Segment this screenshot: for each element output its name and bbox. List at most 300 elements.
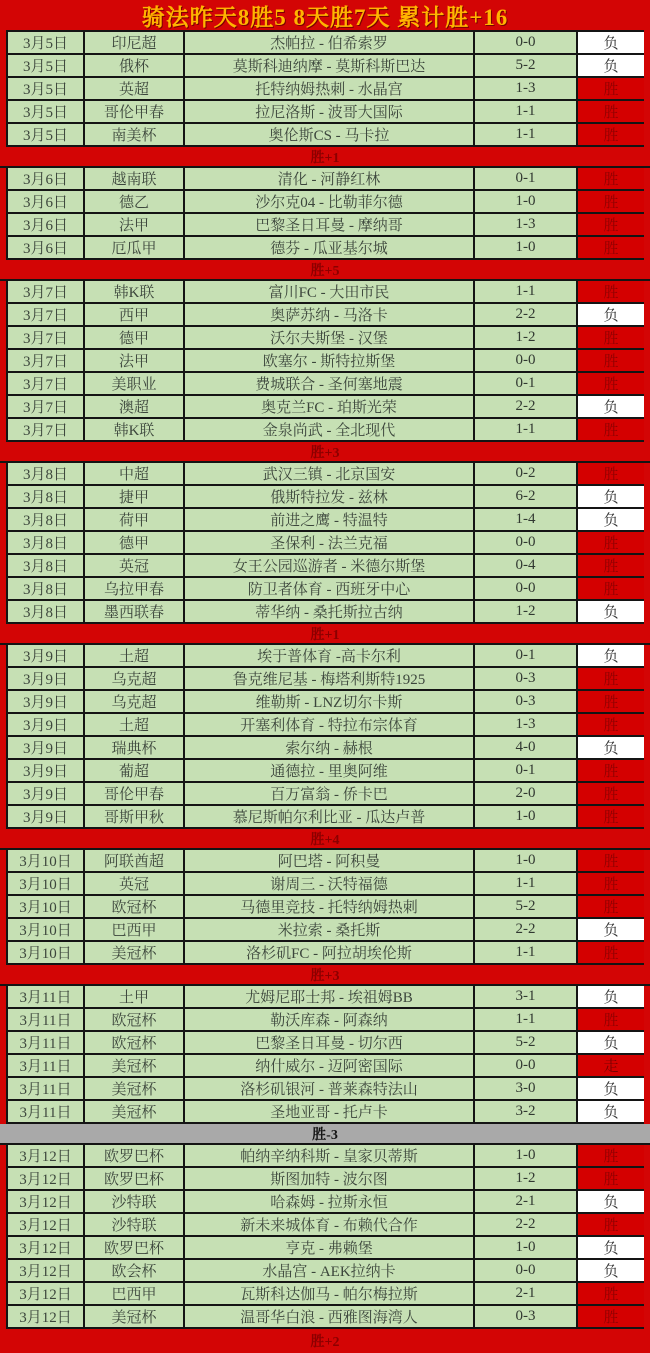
table-row	[6, 463, 644, 486]
score-cell: 0-0	[475, 1260, 578, 1281]
date-cell: 3月9日	[6, 668, 85, 689]
score-cell: 0-3	[475, 691, 578, 712]
match-cell: 托特纳姆热刺 - 水晶宫	[185, 78, 475, 99]
table-row	[6, 304, 644, 327]
league-cell: 哥斯甲秋	[85, 806, 185, 827]
score-cell: 0-0	[475, 32, 578, 53]
table-row	[6, 327, 644, 350]
score-cell: 1-0	[475, 806, 578, 827]
date-cell: 3月11日	[6, 1101, 85, 1122]
result-cell: 负	[578, 1078, 644, 1099]
match-cell: 武汉三镇 - 北京国安	[185, 463, 475, 484]
league-cell: 澳超	[85, 396, 185, 417]
table-row	[6, 1260, 644, 1283]
table-row	[6, 191, 644, 214]
league-cell: 阿联酋超	[85, 850, 185, 871]
result-cell: 胜	[578, 214, 644, 235]
date-cell: 3月9日	[6, 783, 85, 804]
result-cell: 负	[578, 396, 644, 417]
score-cell: 0-0	[475, 532, 578, 553]
match-cell: 慕尼斯帕尔利比亚 - 瓜达卢普	[185, 806, 475, 827]
date-cell: 3月8日	[6, 555, 85, 576]
separator-row: 胜+1	[0, 624, 650, 645]
score-cell: 3-2	[475, 1101, 578, 1122]
result-cell: 胜	[578, 1145, 644, 1166]
result-cell: 胜	[578, 124, 644, 145]
date-cell: 3月9日	[6, 691, 85, 712]
match-cell: 洛杉矶FC - 阿拉胡埃伦斯	[185, 942, 475, 963]
result-cell: 胜	[578, 1306, 644, 1327]
result-cell: 负	[578, 1237, 644, 1258]
table-row	[6, 806, 644, 829]
result-cell: 负	[578, 32, 644, 53]
score-cell: 1-1	[475, 942, 578, 963]
match-cell: 费城联合 - 圣何塞地震	[185, 373, 475, 394]
score-cell: 0-2	[475, 463, 578, 484]
match-cell: 圣地亚哥 - 托卢卡	[185, 1101, 475, 1122]
result-cell: 胜	[578, 873, 644, 894]
match-cell: 富川FC - 大田市民	[185, 281, 475, 302]
league-cell: 德乙	[85, 191, 185, 212]
result-cell: 胜	[578, 578, 644, 599]
match-cell: 新未来城体育 - 布赖代合作	[185, 1214, 475, 1235]
result-cell: 负	[578, 509, 644, 530]
match-cell: 埃于普体育 -高卡尔利	[185, 645, 475, 666]
match-cell: 哈森姆 - 拉斯永恒	[185, 1191, 475, 1212]
result-cell: 负	[578, 304, 644, 325]
score-cell: 3-1	[475, 986, 578, 1007]
match-cell: 沙尔克04 - 比勒菲尔德	[185, 191, 475, 212]
match-cell: 女王公园巡游者 - 米德尔斯堡	[185, 555, 475, 576]
separator-row: 胜+5	[0, 260, 650, 281]
league-cell: 欧罗巴杯	[85, 1145, 185, 1166]
score-cell: 0-1	[475, 760, 578, 781]
match-cell: 拉尼洛斯 - 波哥大国际	[185, 101, 475, 122]
date-cell: 3月6日	[6, 191, 85, 212]
score-cell: 0-0	[475, 1055, 578, 1076]
match-cell: 奥伦斯CS - 马卡拉	[185, 124, 475, 145]
date-cell: 3月11日	[6, 1078, 85, 1099]
result-cell: 胜	[578, 1009, 644, 1030]
league-cell: 欧会杯	[85, 1260, 185, 1281]
league-cell: 墨西联春	[85, 601, 185, 622]
league-cell: 沙特联	[85, 1191, 185, 1212]
league-cell: 德甲	[85, 532, 185, 553]
date-cell: 3月11日	[6, 1055, 85, 1076]
date-cell: 3月8日	[6, 601, 85, 622]
score-cell: 1-3	[475, 714, 578, 735]
date-cell: 3月8日	[6, 486, 85, 507]
score-cell: 0-0	[475, 578, 578, 599]
match-cell: 米拉索 - 桑托斯	[185, 919, 475, 940]
table-row	[6, 55, 644, 78]
match-cell: 德芬 - 瓜亚基尔城	[185, 237, 475, 258]
league-cell: 韩K联	[85, 281, 185, 302]
match-cell: 尤姆尼耶士邦 - 埃祖姆BB	[185, 986, 475, 1007]
table-row	[6, 237, 644, 260]
date-cell: 3月5日	[6, 55, 85, 76]
league-cell: 美职业	[85, 373, 185, 394]
date-cell: 3月5日	[6, 78, 85, 99]
result-cell: 负	[578, 1260, 644, 1281]
score-cell: 1-2	[475, 601, 578, 622]
results-table	[6, 30, 644, 1353]
league-cell: 俄杯	[85, 55, 185, 76]
table-row	[6, 555, 644, 578]
match-cell: 谢周三 - 沃特福德	[185, 873, 475, 894]
score-cell: 0-4	[475, 555, 578, 576]
table-row	[6, 1009, 644, 1032]
match-cell: 维勒斯 - LNZ切尔卡斯	[185, 691, 475, 712]
result-cell: 负	[578, 55, 644, 76]
table-row	[6, 691, 644, 714]
match-cell: 纳什威尔 - 迈阿密国际	[185, 1055, 475, 1076]
table-row	[6, 1078, 644, 1101]
table-row	[6, 578, 644, 601]
match-cell: 欧塞尔 - 斯特拉斯堡	[185, 350, 475, 371]
date-cell: 3月5日	[6, 32, 85, 53]
table-row	[6, 1055, 644, 1078]
table-row	[6, 1145, 644, 1168]
date-cell: 3月12日	[6, 1191, 85, 1212]
score-cell: 1-3	[475, 78, 578, 99]
result-cell: 胜	[578, 668, 644, 689]
league-cell: 美冠杯	[85, 1078, 185, 1099]
match-cell: 百万富翁 - 侨卡巴	[185, 783, 475, 804]
result-cell: 胜	[578, 532, 644, 553]
date-cell: 3月9日	[6, 737, 85, 758]
table-row	[6, 760, 644, 783]
league-cell: 南美杯	[85, 124, 185, 145]
league-cell: 哥伦甲春	[85, 783, 185, 804]
score-cell: 1-0	[475, 237, 578, 258]
match-cell: 清化 - 河静红林	[185, 168, 475, 189]
league-cell: 乌拉甲春	[85, 578, 185, 599]
result-cell: 胜	[578, 555, 644, 576]
table-row	[6, 737, 644, 760]
date-cell: 3月10日	[6, 942, 85, 963]
result-cell: 胜	[578, 281, 644, 302]
date-cell: 3月7日	[6, 419, 85, 440]
date-cell: 3月12日	[6, 1283, 85, 1304]
date-cell: 3月7日	[6, 396, 85, 417]
league-cell: 印尼超	[85, 32, 185, 53]
score-cell: 1-4	[475, 509, 578, 530]
score-cell: 0-1	[475, 168, 578, 189]
match-cell: 防卫者体育 - 西班牙中心	[185, 578, 475, 599]
match-cell: 勒沃库森 - 阿森纳	[185, 1009, 475, 1030]
match-cell: 水晶宫 - AEK拉纳卡	[185, 1260, 475, 1281]
table-row	[6, 601, 644, 624]
separator-row: 胜-3	[0, 1124, 650, 1145]
result-cell: 胜	[578, 350, 644, 371]
table-row	[6, 714, 644, 737]
date-cell: 3月5日	[6, 124, 85, 145]
result-cell: 负	[578, 601, 644, 622]
date-cell: 3月10日	[6, 896, 85, 917]
league-cell: 欧冠杯	[85, 1032, 185, 1053]
score-cell: 1-2	[475, 1168, 578, 1189]
score-cell: 1-0	[475, 1145, 578, 1166]
table-row	[6, 101, 644, 124]
result-cell: 负	[578, 919, 644, 940]
score-cell: 1-1	[475, 1009, 578, 1030]
match-cell: 斯图加特 - 波尔图	[185, 1168, 475, 1189]
result-cell: 胜	[578, 783, 644, 804]
result-cell: 负	[578, 1032, 644, 1053]
date-cell: 3月9日	[6, 760, 85, 781]
match-cell: 巴黎圣日耳曼 - 切尔西	[185, 1032, 475, 1053]
league-cell: 韩K联	[85, 419, 185, 440]
league-cell: 葡超	[85, 760, 185, 781]
league-cell: 哥伦甲春	[85, 101, 185, 122]
score-cell: 3-0	[475, 1078, 578, 1099]
date-cell: 3月12日	[6, 1214, 85, 1235]
date-cell: 3月6日	[6, 237, 85, 258]
match-cell: 前进之鹰 - 特温特	[185, 509, 475, 530]
separator-row: 胜+4	[0, 829, 650, 850]
league-cell: 英冠	[85, 873, 185, 894]
score-cell: 1-1	[475, 873, 578, 894]
league-cell: 美冠杯	[85, 1306, 185, 1327]
result-cell: 胜	[578, 714, 644, 735]
result-cell: 胜	[578, 896, 644, 917]
match-cell: 阿巴塔 - 阿积曼	[185, 850, 475, 871]
result-cell: 胜	[578, 373, 644, 394]
score-cell: 2-1	[475, 1191, 578, 1212]
separator-row: 胜+1	[0, 147, 650, 168]
result-cell: 胜	[578, 806, 644, 827]
match-cell: 莫斯科迪纳摩 - 莫斯科斯巴达	[185, 55, 475, 76]
match-cell: 鲁克维尼基 - 梅塔利斯特1925	[185, 668, 475, 689]
result-cell: 胜	[578, 1283, 644, 1304]
result-cell: 胜	[578, 691, 644, 712]
match-cell: 俄斯特拉发 - 兹林	[185, 486, 475, 507]
league-cell: 西甲	[85, 304, 185, 325]
score-cell: 1-2	[475, 327, 578, 348]
score-cell: 2-1	[475, 1283, 578, 1304]
match-cell: 帕纳辛纳科斯 - 皇家贝蒂斯	[185, 1145, 475, 1166]
date-cell: 3月9日	[6, 714, 85, 735]
match-cell: 瓦斯科达伽马 - 帕尔梅拉斯	[185, 1283, 475, 1304]
score-cell: 2-2	[475, 919, 578, 940]
match-cell: 圣保利 - 法兰克福	[185, 532, 475, 553]
table-row	[6, 78, 644, 101]
league-cell: 越南联	[85, 168, 185, 189]
table-row	[6, 986, 644, 1009]
match-cell: 杰帕拉 - 伯希索罗	[185, 32, 475, 53]
date-cell: 3月10日	[6, 873, 85, 894]
result-cell: 胜	[578, 463, 644, 484]
date-cell: 3月12日	[6, 1260, 85, 1281]
result-cell: 负	[578, 1191, 644, 1212]
league-cell: 美冠杯	[85, 1101, 185, 1122]
table-row	[6, 1168, 644, 1191]
result-cell: 胜	[578, 237, 644, 258]
score-cell: 1-1	[475, 124, 578, 145]
table-row	[6, 919, 644, 942]
score-cell: 1-1	[475, 419, 578, 440]
score-cell: 1-1	[475, 101, 578, 122]
date-cell: 3月10日	[6, 850, 85, 871]
league-cell: 荷甲	[85, 509, 185, 530]
date-cell: 3月6日	[6, 168, 85, 189]
table-row	[6, 124, 644, 147]
score-cell: 1-0	[475, 1237, 578, 1258]
score-cell: 1-0	[475, 850, 578, 871]
score-cell: 0-3	[475, 1306, 578, 1327]
separator-row: 胜+3	[0, 442, 650, 463]
result-cell: 胜	[578, 101, 644, 122]
date-cell: 3月6日	[6, 214, 85, 235]
score-cell: 2-2	[475, 396, 578, 417]
date-cell: 3月11日	[6, 1032, 85, 1053]
league-cell: 欧罗巴杯	[85, 1237, 185, 1258]
table-row	[6, 942, 644, 965]
date-cell: 3月7日	[6, 327, 85, 348]
separator-row: 胜+2	[0, 1329, 650, 1353]
match-cell: 沃尔夫斯堡 - 汉堡	[185, 327, 475, 348]
score-cell: 0-1	[475, 373, 578, 394]
league-cell: 捷甲	[85, 486, 185, 507]
score-cell: 1-1	[475, 281, 578, 302]
table-row	[6, 419, 644, 442]
score-cell: 5-2	[475, 55, 578, 76]
date-cell: 3月12日	[6, 1306, 85, 1327]
league-cell: 沙特联	[85, 1214, 185, 1235]
league-cell: 瑞典杯	[85, 737, 185, 758]
date-cell: 3月8日	[6, 509, 85, 530]
league-cell: 土甲	[85, 986, 185, 1007]
match-cell: 奥克兰FC - 珀斯光荣	[185, 396, 475, 417]
league-cell: 欧冠杯	[85, 896, 185, 917]
match-cell: 巴黎圣日耳曼 - 摩纳哥	[185, 214, 475, 235]
date-cell: 3月8日	[6, 463, 85, 484]
result-cell: 胜	[578, 1168, 644, 1189]
date-cell: 3月7日	[6, 350, 85, 371]
match-cell: 奥萨苏纳 - 马洛卡	[185, 304, 475, 325]
table-row	[6, 1237, 644, 1260]
match-cell: 索尔纳 - 赫根	[185, 737, 475, 758]
league-cell: 欧冠杯	[85, 1009, 185, 1030]
score-cell: 4-0	[475, 737, 578, 758]
league-cell: 乌克超	[85, 668, 185, 689]
table-row	[6, 350, 644, 373]
table-row	[6, 396, 644, 419]
score-cell: 1-3	[475, 214, 578, 235]
league-cell: 德甲	[85, 327, 185, 348]
match-cell: 亨克 - 弗赖堡	[185, 1237, 475, 1258]
table-row	[6, 214, 644, 237]
score-cell: 0-0	[475, 350, 578, 371]
league-cell: 欧罗巴杯	[85, 1168, 185, 1189]
league-cell: 乌克超	[85, 691, 185, 712]
date-cell: 3月5日	[6, 101, 85, 122]
result-cell: 负	[578, 645, 644, 666]
date-cell: 3月7日	[6, 281, 85, 302]
result-cell: 胜	[578, 942, 644, 963]
league-cell: 英冠	[85, 555, 185, 576]
league-cell: 土超	[85, 645, 185, 666]
league-cell: 法甲	[85, 350, 185, 371]
table-row	[6, 783, 644, 806]
result-cell: 负	[578, 986, 644, 1007]
league-cell: 中超	[85, 463, 185, 484]
result-cell: 胜	[578, 760, 644, 781]
result-cell: 胜	[578, 168, 644, 189]
score-cell: 1-0	[475, 191, 578, 212]
date-cell: 3月7日	[6, 373, 85, 394]
league-cell: 巴西甲	[85, 1283, 185, 1304]
score-cell: 5-2	[475, 896, 578, 917]
table-row	[6, 1101, 644, 1124]
result-cell: 胜	[578, 1214, 644, 1235]
result-cell: 走	[578, 1055, 644, 1076]
table-row	[6, 486, 644, 509]
score-cell: 2-2	[475, 304, 578, 325]
score-cell: 0-3	[475, 668, 578, 689]
result-cell: 胜	[578, 419, 644, 440]
league-cell: 法甲	[85, 214, 185, 235]
match-cell: 洛杉矶银河 - 普莱森特法山	[185, 1078, 475, 1099]
result-cell: 胜	[578, 850, 644, 871]
match-cell: 通德拉 - 里奥阿维	[185, 760, 475, 781]
date-cell: 3月10日	[6, 919, 85, 940]
league-cell: 美冠杯	[85, 942, 185, 963]
table-row	[6, 873, 644, 896]
date-cell: 3月8日	[6, 578, 85, 599]
score-cell: 6-2	[475, 486, 578, 507]
table-row	[6, 1032, 644, 1055]
result-cell: 胜	[578, 327, 644, 348]
date-cell: 3月9日	[6, 645, 85, 666]
date-cell: 3月11日	[6, 986, 85, 1007]
result-cell: 负	[578, 737, 644, 758]
table-row	[6, 645, 644, 668]
score-cell: 5-2	[475, 1032, 578, 1053]
separator-row: 胜+3	[0, 965, 650, 986]
table-row	[6, 1214, 644, 1237]
table-row	[6, 668, 644, 691]
score-cell: 0-1	[475, 645, 578, 666]
result-cell: 负	[578, 1101, 644, 1122]
date-cell: 3月12日	[6, 1145, 85, 1166]
date-cell: 3月8日	[6, 532, 85, 553]
table-row	[6, 509, 644, 532]
match-cell: 温哥华白浪 - 西雅图海湾人	[185, 1306, 475, 1327]
table-row	[6, 532, 644, 555]
table-row	[6, 32, 644, 55]
date-cell: 3月9日	[6, 806, 85, 827]
table-row	[6, 1191, 644, 1214]
table-row	[6, 1306, 644, 1329]
result-cell: 胜	[578, 191, 644, 212]
match-cell: 金泉尚武 - 全北现代	[185, 419, 475, 440]
table-row	[6, 281, 644, 304]
date-cell: 3月12日	[6, 1168, 85, 1189]
score-cell: 2-0	[475, 783, 578, 804]
date-cell: 3月7日	[6, 304, 85, 325]
score-cell: 2-2	[475, 1214, 578, 1235]
date-cell: 3月12日	[6, 1237, 85, 1258]
table-row	[6, 168, 644, 191]
table-row	[6, 896, 644, 919]
league-cell: 美冠杯	[85, 1055, 185, 1076]
table-row	[6, 373, 644, 396]
page-title: 骑法昨天8胜5 8天胜7天 累计胜+16	[0, 0, 650, 30]
result-cell: 负	[578, 486, 644, 507]
match-cell: 马德里竞技 - 托特纳姆热刺	[185, 896, 475, 917]
